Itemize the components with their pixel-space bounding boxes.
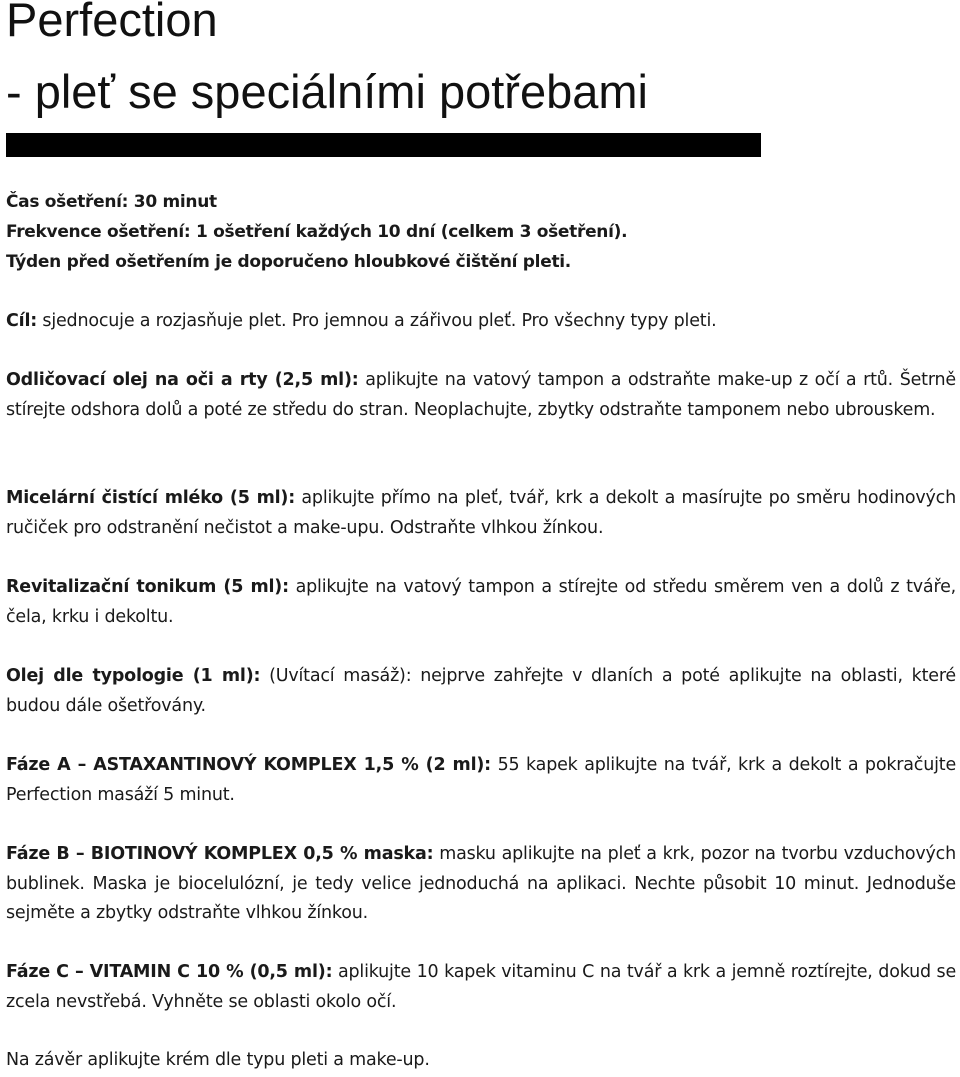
step-label: Fáze C – VITAMIN C 10 % (0,5 ml): bbox=[6, 962, 333, 982]
treatment-time: Čas ošetření: 30 minut bbox=[6, 192, 217, 212]
page-title: Perfection bbox=[6, 0, 218, 46]
step-label: Revitalizační tonikum (5 ml): bbox=[6, 577, 289, 597]
closing-note: Na závěr aplikujte krém dle typu pleti a make-up. bbox=[6, 1050, 430, 1070]
step-text: aplikujte na vatový tampon a stírejte od středu směrem ven a dolů z tváře, čela, krku i dekoltu. bbox=[6, 577, 956, 627]
step-text: 55 kapek aplikujte na tvář, krk a dekolt a pokračujte Perfection masáží 5 minut. bbox=[6, 755, 957, 805]
step-phase-a bbox=[6, 751, 956, 810]
step-text: aplikujte 10 kapek vitaminu C na tvář a krk a jemně roztírejte, dokud se zcela nevstřebá. Vyhněte se oblasti okolo očí. bbox=[6, 962, 957, 1012]
step-makeup-remover bbox=[6, 366, 956, 425]
step-label: Fáze B – BIOTINOVÝ KOMPLEX 0,5 % maska: bbox=[6, 844, 434, 864]
step-phase-c bbox=[6, 958, 956, 1017]
step-label: Odličovací olej na oči a rty (2,5 ml): bbox=[6, 370, 359, 390]
goal-text: sjednocuje a rozjasňuje plet. Pro jemnou a zářivou pleť. Pro všechny typy pleti. bbox=[37, 311, 717, 331]
treatment-frequency: Frekvence ošetření: 1 ošetření každých 10 dní (celkem 3 ošetření). bbox=[6, 222, 628, 242]
step-label: Olej dle typologie (1 ml): bbox=[6, 666, 261, 686]
page-subtitle: - pleť se speciálními potřebami bbox=[6, 65, 648, 118]
step-micellar-milk bbox=[6, 484, 956, 543]
goal-label: Cíl: bbox=[6, 311, 38, 331]
step-label: Fáze A – ASTAXANTINOVÝ KOMPLEX 1,5 % (2 ml): bbox=[6, 755, 491, 775]
step-text: (Uvítací masáž): nejprve zahřejte v dlaních a poté aplikujte na oblasti, které budou dále ošetřovány. bbox=[6, 666, 956, 716]
goal-paragraph bbox=[6, 307, 956, 337]
step-text: aplikujte přímo na pleť, tvář, krk a dekolt a masírujte po směru hodinových ručiček pro odstranění nečistot a make-upu. Odstraňte vlhkou žínkou. bbox=[6, 488, 956, 538]
step-text: aplikujte na vatový tampon a odstraňte make-up z očí a rtů. Šetrně stírejte odshora dolů a poté ze středu do stran. Neoplachujte, zbytky odstraňte tamponem nebo ubrouskem. bbox=[6, 370, 956, 420]
step-oil bbox=[6, 662, 956, 721]
treatment-preparation: Týden před ošetřením je doporučeno hloubkové čištění pleti. bbox=[6, 252, 571, 272]
step-label: Micelární čistící mléko (5 ml): bbox=[6, 488, 296, 508]
step-text: masku aplikujte na pleť a krk, pozor na tvorbu vzduchových bublinek. Maska je biocelulózní, je tedy velice jednoduchá na aplikaci. Nechte působit 10 minut. Jednoduše sejměte a zbytky odstraňte vlhkou žínkou. bbox=[6, 844, 956, 923]
step-tonic bbox=[6, 573, 956, 632]
step-phase-b bbox=[6, 840, 956, 929]
title-underline-bar bbox=[6, 133, 761, 157]
